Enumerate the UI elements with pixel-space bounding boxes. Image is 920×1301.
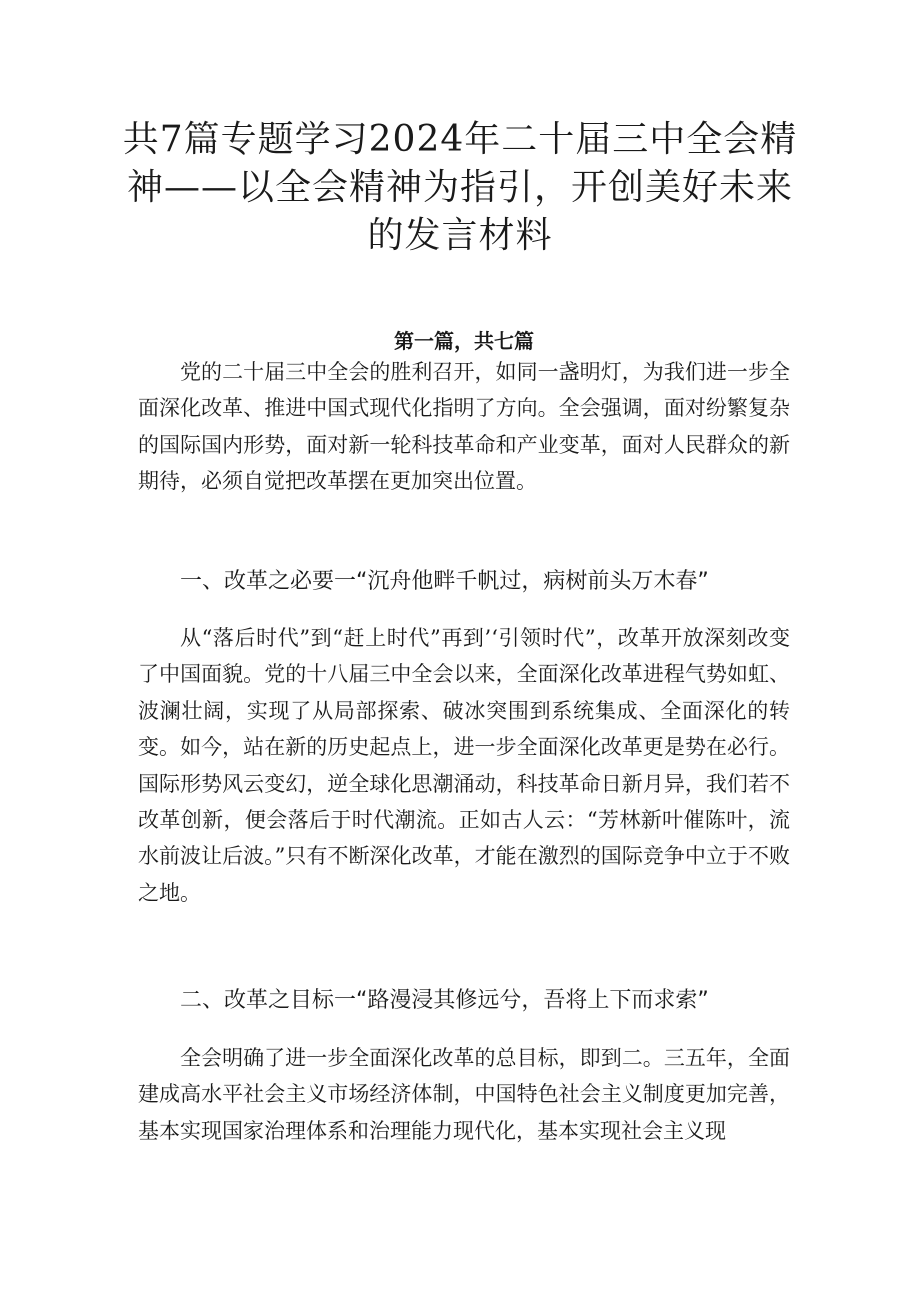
- paragraph-intro: 党的二十届三中全会的胜利召开，如同一盏明灯，为我们进一步全面深化改革、推进中国式现代化指明了方向。全会强调，面对纷繁复杂的国际国内形势，面对新一轮科技革命和产业变革，面对人民群众的新期待，必须自觉把改革摆在更加突出位置。: [138, 360, 790, 494]
- part-subheading: 第一篇，共七篇: [394, 329, 534, 353]
- paragraph-goal: 全会明确了进一步全面深化改革的总目标，即到二。三五年，全面建成高水平社会主义市场经济体制，中国特色社会主义制度更加完善，基本实现国家治理体系和治理能力现代化，基本实现社会主义现: [138, 1046, 790, 1143]
- document-title: 共7篇专题学习2024年二十届三中全会精神——以全会精神为指引，开创美好未来的发言材料: [122, 119, 798, 256]
- paragraph-necessity: 从“落后时代”到“赶上时代”再到’‘引领时代”，改革开放深刻改变了中国面貌。党的十八届三中全会以来，全面深化改革进程气势如虹、波澜壮阔，实现了从局部探索、破冰突围到系统集成、全面深化的转变。如今，站在新的历史起点上，进一步全面深化改革更是势在必行。国际形势风云变幻，逆全球化思潮涌动，科技革命日新月异，我们若不改革创新，便会落后于时代潮流。正如古人云：“芳林新叶催陈叶，流水前波让后波。”只有不断深化改革，才能在激烈的国际竞争中立于不败之地。: [138, 626, 790, 905]
- section-heading-necessity: 一、改革之必要一“沉舟他畔千帆过，病树前头万木春”: [180, 569, 709, 594]
- section-heading-goal: 二、改革之目标一“路漫浸其修远兮，吾将上下而求索”: [180, 988, 709, 1013]
